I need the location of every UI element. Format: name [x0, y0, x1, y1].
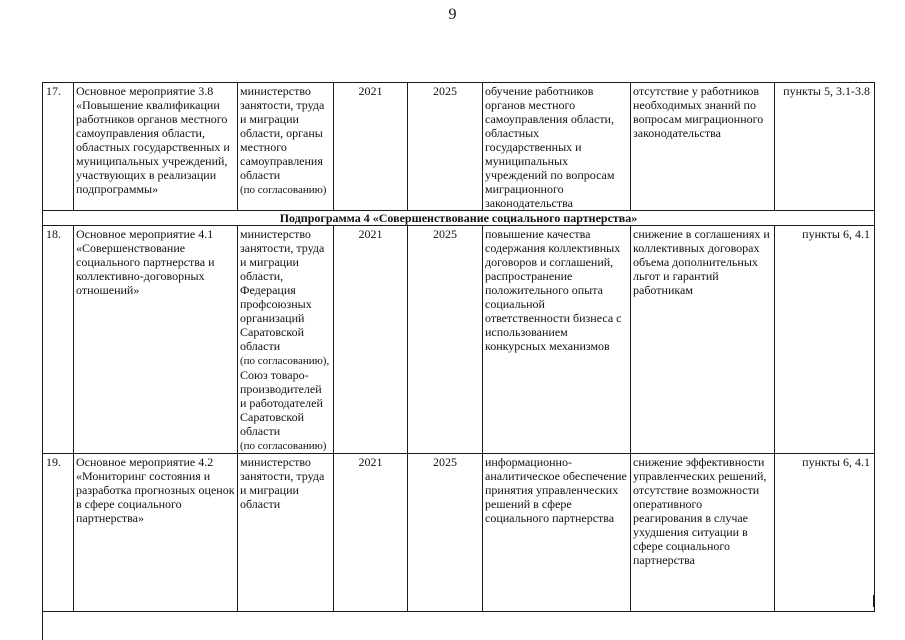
subprogram-header: Подпрограмма 4 «Совершенствование социального партнерства» — [43, 211, 875, 226]
end-year: 2025 — [408, 83, 483, 211]
row-number: 19. — [43, 454, 74, 612]
subprogram-row — [43, 211, 875, 226]
table-row — [43, 83, 875, 211]
consequence: снижение в соглашениях и коллективных договорах объема дополнительных льгот и гарантий работникам — [631, 226, 775, 454]
table-border-continuation — [42, 595, 43, 640]
start-year: 2021 — [334, 226, 408, 454]
executor: министерство занятости, труда и миграции области — [238, 454, 334, 612]
activity-title: Основное мероприятие 3.8 «Повышение квалификации работников органов местного самоуправления области, областных государственных и муниципальных учреждений, участвующих в реализации подпрограммы» — [74, 83, 238, 211]
indicator-ref: пункты 5, 3.1-3.8 — [775, 83, 875, 211]
program-table — [42, 82, 875, 612]
end-year: 2025 — [408, 454, 483, 612]
table-row — [43, 454, 875, 612]
executor: министерство занятости, труда и миграции области, Федерация профсоюзных организаций Саратовской области — [240, 227, 325, 353]
start-year: 2021 — [334, 83, 408, 211]
indicator-ref: пункты 6, 4.1 — [775, 454, 875, 612]
executor-cell — [238, 83, 334, 211]
table-row — [43, 226, 875, 454]
activity-title: Основное мероприятие 4.2 «Мониторинг состояния и разработка прогнозных оценок в сфере социального партнерства» — [74, 454, 238, 612]
executor-secondary: Союз товаро-производителей и работодателей Саратовской области — [240, 368, 323, 438]
page-number: 9 — [448, 6, 457, 23]
executor-cell — [238, 226, 334, 454]
executor-note: (по согласованию), — [240, 355, 330, 367]
executor: министерство занятости, труда и миграции области, органы местного самоуправления области — [240, 84, 325, 182]
executor-note: (по согласованию) — [240, 184, 327, 196]
expected-result: повышение качества содержания коллективных договоров и соглашений, распространение положительного опыта социальной ответственности бизнеса с использованием конкурсных механизмов — [483, 226, 631, 454]
indicator-ref: пункты 6, 4.1 — [775, 226, 875, 454]
expected-result: обучение работников органов местного самоуправления области, областных государственных и муниципальных учреждений по вопросам миграционного законодательства — [483, 83, 631, 211]
executor-note-secondary: (по согласованию) — [240, 440, 327, 452]
row-number: 17. — [43, 83, 74, 211]
end-year: 2025 — [408, 226, 483, 454]
row-number: 18. — [43, 226, 74, 454]
table-border-continuation — [873, 595, 874, 607]
consequence: снижение эффективности управленческих решений, отсутствие возможности оперативного реагирования в случае ухудшения ситуации в сфере социального партнерства — [631, 454, 775, 612]
activity-title: Основное мероприятие 4.1 «Совершенствование социального партнерства и коллективно-договорных отношений» — [74, 226, 238, 454]
start-year: 2021 — [334, 454, 408, 612]
consequence: отсутствие у работников необходимых знаний по вопросам миграционного законодательства — [631, 83, 775, 211]
expected-result: информационно-аналитическое обеспечение принятия управленческих решений в сфере социального партнерства — [483, 454, 631, 612]
